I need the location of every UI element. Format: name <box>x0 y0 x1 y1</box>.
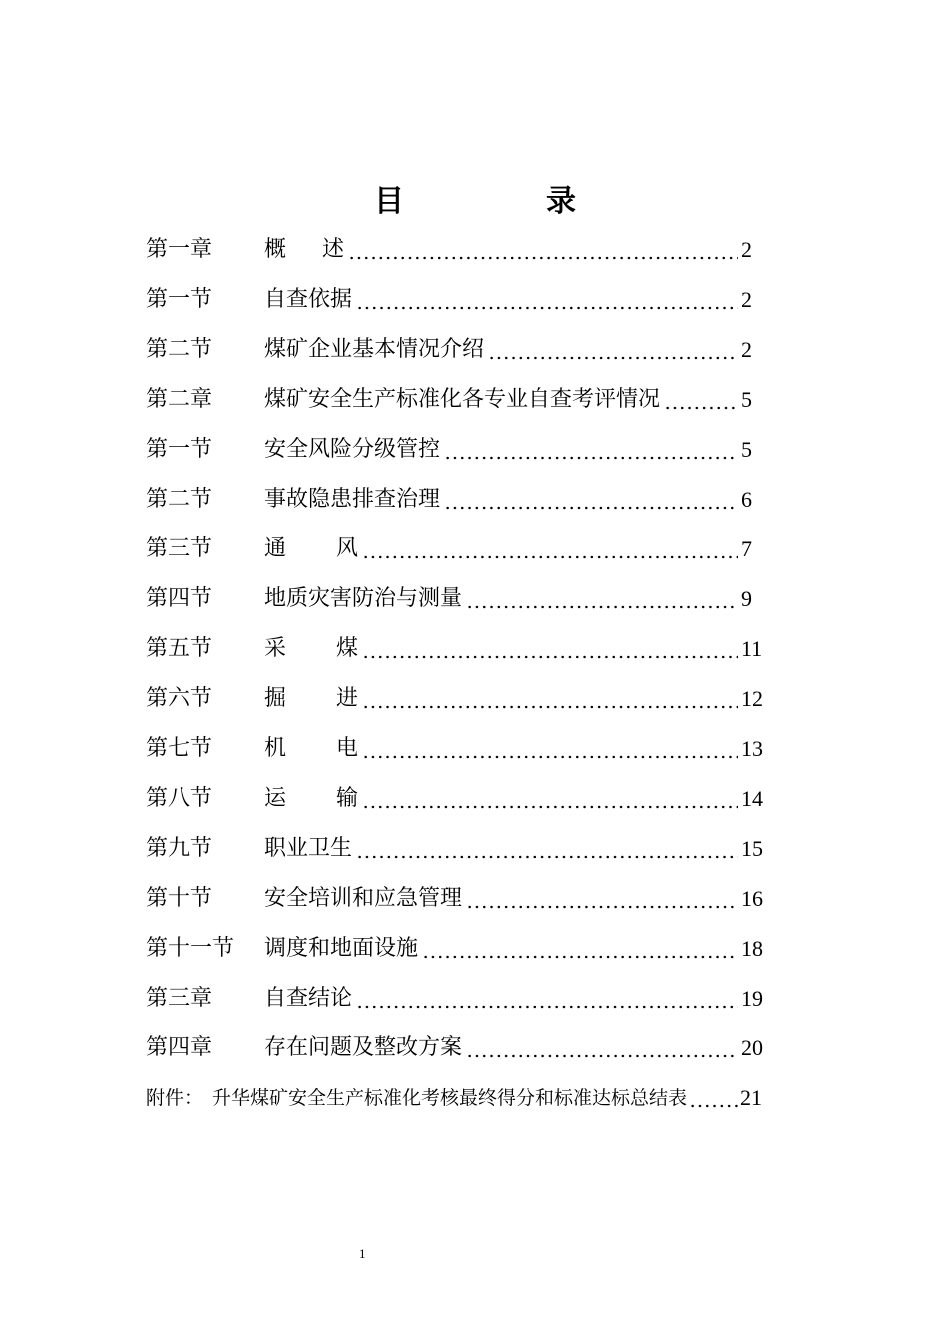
toc-entry <box>0 779 950 819</box>
toc-entry-title: 运 输 <box>264 785 359 811</box>
toc-entry-label: 第五节 <box>146 636 213 662</box>
toc-entry-page-number: 2 <box>741 286 752 312</box>
dot-leader <box>356 855 738 859</box>
toc-entry-title: 掘 进 <box>264 686 359 712</box>
page-number: 1 <box>359 1246 366 1261</box>
dot-leader <box>466 1054 738 1058</box>
appendix-title: 升华煤矿安全生产标准化考核最终得分和标准达标总结表 <box>212 1087 688 1109</box>
toc-entry-title: 安全风险分级管控 <box>264 436 441 462</box>
toc-entry-page-number: 11 <box>741 636 763 662</box>
dot-leader <box>444 456 738 460</box>
toc-entry-label: 第二节 <box>146 336 213 362</box>
toc-entry <box>0 629 950 669</box>
toc-entry-label: 第四节 <box>146 586 213 612</box>
toc-entry-title: 概 述 <box>264 237 345 262</box>
toc-entry-title: 安全培训和应急管理 <box>264 885 463 911</box>
toc-entry-page-number: 15 <box>741 835 763 861</box>
toc-entry-page-number: 7 <box>741 536 752 562</box>
toc-entry-title: 通 风 <box>264 536 359 562</box>
toc-entry-title: 地质灾害防治与测量 <box>264 586 463 612</box>
toc-entry <box>0 430 950 470</box>
appendix-page-number: 21 <box>740 1085 762 1110</box>
toc-entry-label: 第九节 <box>146 835 213 861</box>
toc-entry-label: 第八节 <box>146 785 213 811</box>
toc-entry-title: 调度和地面设施 <box>264 935 419 961</box>
dot-leader <box>362 755 738 759</box>
toc-title <box>0 180 950 224</box>
toc-entry-label: 第二章 <box>146 386 213 412</box>
toc-entry-page-number: 9 <box>741 586 752 612</box>
toc-entry-page-number: 5 <box>741 436 752 462</box>
dot-leader <box>362 555 738 559</box>
toc-entry-label: 第二节 <box>146 486 213 512</box>
dot-leader <box>488 356 738 360</box>
dot-leader <box>356 306 738 310</box>
dot-leader <box>362 655 738 659</box>
toc-entry-page-number: 18 <box>741 935 763 961</box>
toc-entry <box>0 330 950 370</box>
toc-entry-label: 第三节 <box>146 536 213 562</box>
toc-title-char-1: 目 <box>374 184 404 219</box>
toc-entry <box>0 380 950 420</box>
dot-leader <box>466 605 738 609</box>
toc-entry-page-number: 19 <box>741 985 763 1011</box>
toc-entry-label: 第一节 <box>146 436 213 462</box>
toc-entry-title: 自查依据 <box>264 286 353 312</box>
toc-entry-title: 自查结论 <box>264 985 353 1011</box>
toc-entry <box>0 1028 950 1068</box>
toc-entry-label: 第三章 <box>146 985 213 1011</box>
toc-entry <box>0 879 950 919</box>
toc-appendix-entry <box>146 1078 846 1118</box>
toc-entry-title: 事故隐患排查治理 <box>264 486 441 512</box>
toc-entry-page-number: 5 <box>741 386 752 412</box>
toc-entry <box>0 480 950 520</box>
toc-entry-label: 第四章 <box>146 1035 213 1061</box>
toc-entry-title: 职业卫生 <box>264 835 353 861</box>
toc-entry-page-number: 20 <box>741 1035 763 1061</box>
toc-entry-label: 第一章 <box>146 237 213 262</box>
dot-leader <box>444 506 738 510</box>
toc-entry-title: 存在问题及整改方案 <box>264 1035 463 1061</box>
toc-entry-page-number: 2 <box>741 237 752 262</box>
toc-entry <box>0 280 950 320</box>
toc-entry-label: 第六节 <box>146 686 213 712</box>
dot-leader <box>356 1005 738 1009</box>
toc-entry <box>0 529 950 569</box>
toc-entry-title: 煤矿企业基本情况介绍 <box>264 336 485 362</box>
dot-leader <box>422 955 738 959</box>
dot-leader <box>664 406 738 410</box>
dot-leader <box>348 256 738 260</box>
dot-leader <box>689 1104 738 1108</box>
toc-entry <box>0 579 950 619</box>
toc-entry-page-number: 14 <box>741 785 763 811</box>
dot-leader <box>362 705 738 709</box>
toc-title-char-2: 录 <box>546 184 576 219</box>
toc-entry-page-number: 13 <box>741 736 763 761</box>
toc-entry <box>0 929 950 969</box>
dot-leader <box>466 905 738 909</box>
appendix-label: 附件： <box>146 1087 204 1109</box>
toc-entry-label: 第七节 <box>146 736 213 761</box>
toc-entry-label: 第一节 <box>146 286 213 312</box>
toc-entry-page-number: 2 <box>741 336 752 362</box>
toc-entry-title: 机 电 <box>264 736 359 761</box>
toc-entry-page-number: 16 <box>741 885 763 911</box>
toc-entry <box>0 829 950 869</box>
toc-entry-title: 煤矿安全生产标准化各专业自查考评情况 <box>264 386 661 412</box>
toc-entry-page-number: 6 <box>741 486 752 512</box>
toc-entry <box>0 979 950 1019</box>
dot-leader <box>362 805 738 809</box>
toc-entry-page-number: 12 <box>741 686 763 712</box>
toc-entry <box>0 729 950 769</box>
toc-entry-label: 第十一节 <box>146 935 235 961</box>
toc-entry <box>0 230 950 270</box>
toc-entry <box>0 679 950 719</box>
toc-entry-title: 采 煤 <box>264 636 359 662</box>
toc-entry-label: 第十节 <box>146 885 213 911</box>
